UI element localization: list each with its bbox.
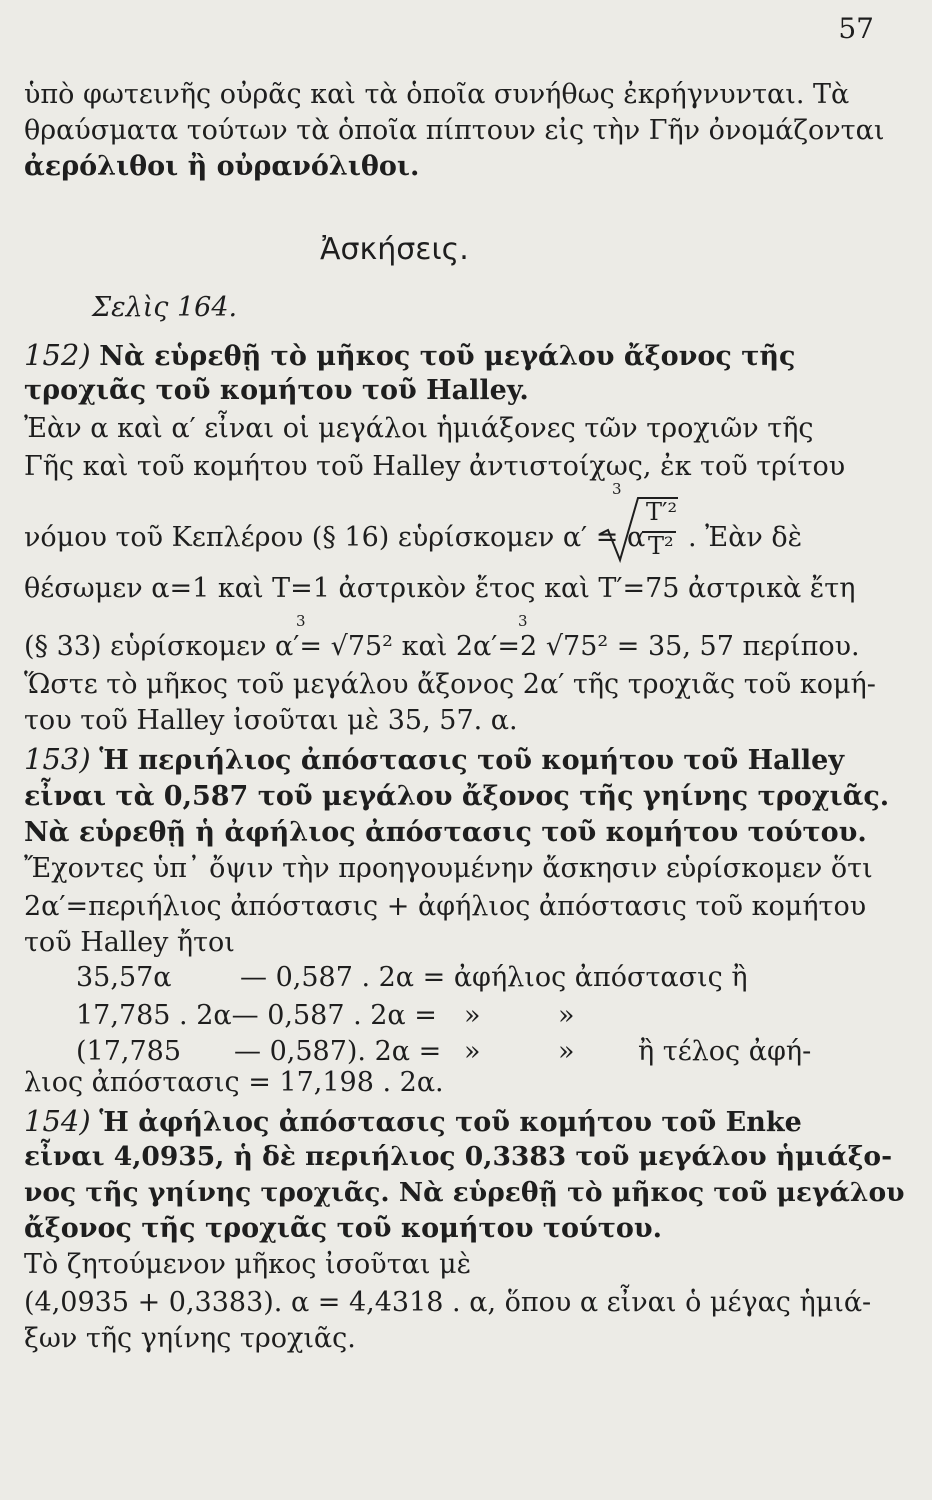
calc-row-2-a: 17,785 . 2α— 0,587 . 2α =	[76, 1000, 437, 1031]
calc-row-4: λιος ἀπόστασις = 17,198 . 2α.	[24, 1067, 444, 1098]
solution-text-a: (§ 33) εὑρίσκομεν α′=	[24, 631, 331, 662]
exercise-153-question-line-3: Νὰ εὑρεθῇ ἡ ἀφήλιος ἀπόστασις τοῦ κομήτου τούτου.	[24, 817, 867, 848]
calc-row-1-b: — 0,587 . 2α = ἀφήλιος ἀπόστασις ἢ	[240, 962, 748, 993]
exercise-152-question-text: Νὰ εὑρεθῇ τὸ μῆκος τοῦ μεγάλου ἄξονος τῆς	[99, 341, 796, 372]
calc-row-3-ditto-2: »	[558, 1036, 575, 1067]
calc-row-3-b: — 0,587). 2α =	[234, 1036, 442, 1067]
solution-text-b: καὶ 2α′=2	[393, 631, 546, 662]
equation-left-text: νόμου τοῦ Κεπλέρου (§ 16) εὑρίσκομεν α′ = α	[24, 522, 646, 553]
calc-row-1-a: 35,57α	[76, 962, 172, 993]
exercise-154-question-line-3: νος τῆς γηίνης τροχιᾶς. Νὰ εὑρεθῇ τὸ μῆκος τοῦ μεγάλου	[24, 1177, 905, 1208]
exercise-154-solution-line-1: Τὸ ζητούμενον μῆκος ἰσοῦται μὲ	[24, 1249, 472, 1280]
intro-line-1: ὑπὸ φωτεινῆς οὐρᾶς καὶ τὰ ὁποῖα συνήθως ἐκρήγνυνται. Τὰ	[24, 79, 850, 110]
intro-line-3: ἀερόλιθοι ἢ οὐρανόλιθοι.	[24, 151, 420, 182]
exercise-153-question-line-2: εἶναι τὰ 0,587 τοῦ μεγάλου ἄξονος τῆς γηίνης τροχιᾶς.	[24, 781, 890, 812]
exercise-152-question-line-2: τροχιᾶς τοῦ κομήτου τοῦ Halley.	[24, 375, 529, 406]
exercise-152-solution-line-1: Ἐὰν α καὶ α′ εἶναι οἱ μεγάλοι ἡμιάξονες τῶν τροχιῶν τῆς	[24, 413, 814, 444]
calc-row-3-a: (17,785	[76, 1036, 182, 1067]
kepler-equation-row	[24, 492, 904, 572]
exercise-152-solution-line-7: του τοῦ Halley ἰσοῦται μὲ 35, 57. α.	[24, 705, 518, 736]
fraction-numerator: T′²	[646, 498, 678, 526]
cube-root-expression-2: √75²	[545, 631, 609, 662]
exercise-154-question-line-1	[24, 1104, 904, 1140]
root-index-2: 3	[518, 612, 528, 630]
exercise-152-solution-line-5	[24, 630, 904, 664]
exercise-153-solution-line-3: τοῦ Halley ἤτοι	[24, 927, 235, 958]
solution-text-c: = 35, 57 περίπου.	[608, 631, 860, 662]
cube-root-index: 3	[612, 480, 622, 498]
root-index-1: 3	[296, 612, 306, 630]
exercise-154-solution-line-3: ξων τῆς γηίνης τροχιᾶς.	[24, 1323, 356, 1354]
exercise-153-solution-line-2: 2α′=περιήλιος ἀπόστασις + ἀφήλιος ἀπόστασις τοῦ κομήτου	[24, 891, 867, 922]
exercise-152-solution-line-4: θέσωμεν α=1 καὶ T=1 ἀστρικὸν ἔτος καὶ T′=75 ἀστρικὰ ἔτη	[24, 573, 856, 604]
intro-line-2: θραύσματα τούτων τὰ ὁποῖα πίπτουν εἰς τὴν Γῆν ὀνομάζονται	[24, 115, 885, 146]
exercise-154-question-line-2: εἶναι 4,0935, ἡ δὲ περιήλιος 0,3383 τοῦ μεγάλου ἡμιάξο-	[24, 1141, 893, 1172]
exercise-154-question-text: Ἡ ἀφήλιος ἀπόστασις τοῦ κομήτου τοῦ Enke	[99, 1107, 802, 1138]
calc-row-3-ditto-1: »	[464, 1036, 481, 1067]
exercise-153-number: 153)	[24, 742, 91, 776]
exercise-154-solution-line-2: (4,0935 + 0,3383). α = 4,4318 . α, ὅπου α εἶναι ὁ μέγας ἡμιά-	[24, 1287, 872, 1318]
exercise-152-solution-line-6: Ὥστε τὸ μῆκος τοῦ μεγάλου ἄξονος 2α′ τῆς τροχιᾶς τοῦ κομή-	[24, 669, 876, 700]
calc-row-3-e: ἢ τέλος ἀφή-	[638, 1036, 812, 1067]
section-heading: Ἀσκήσεις.	[320, 232, 469, 267]
exercise-153-question-text: Ἡ περιήλιος ἀπόστασις τοῦ κομήτου τοῦ Halley	[99, 745, 845, 776]
exercise-152-solution-line-2: Γῆς καὶ τοῦ κομήτου τοῦ Halley ἀντιστοίχως, ἐκ τοῦ τρίτου	[24, 451, 846, 482]
exercise-154-number: 154)	[24, 1104, 91, 1138]
exercise-152-question-line-1	[24, 338, 904, 374]
page-reference: Σελὶς 164.	[92, 292, 238, 323]
equation-right-text: . Ἐὰν δὲ	[688, 522, 803, 553]
exercise-153-solution-line-1: Ἔχοντες ὑπ᾿ ὄψιν τὴν προηγουμένην ἄσκησιν εὑρίσκομεν ὅτι	[24, 853, 873, 884]
calc-row-2-ditto-2: »	[558, 1000, 575, 1031]
cube-root-expression-1: √75²	[330, 631, 394, 662]
calc-row-2-ditto-1: »	[464, 1000, 481, 1031]
exercise-153-question-line-1	[24, 742, 904, 778]
page-number: 57	[838, 12, 874, 45]
fraction-denominator: T²	[648, 532, 674, 560]
exercise-152-number: 152)	[24, 338, 91, 372]
exercise-154-question-line-4: ἄξονος τῆς τροχιᾶς τοῦ κομήτου τούτου.	[24, 1213, 663, 1244]
